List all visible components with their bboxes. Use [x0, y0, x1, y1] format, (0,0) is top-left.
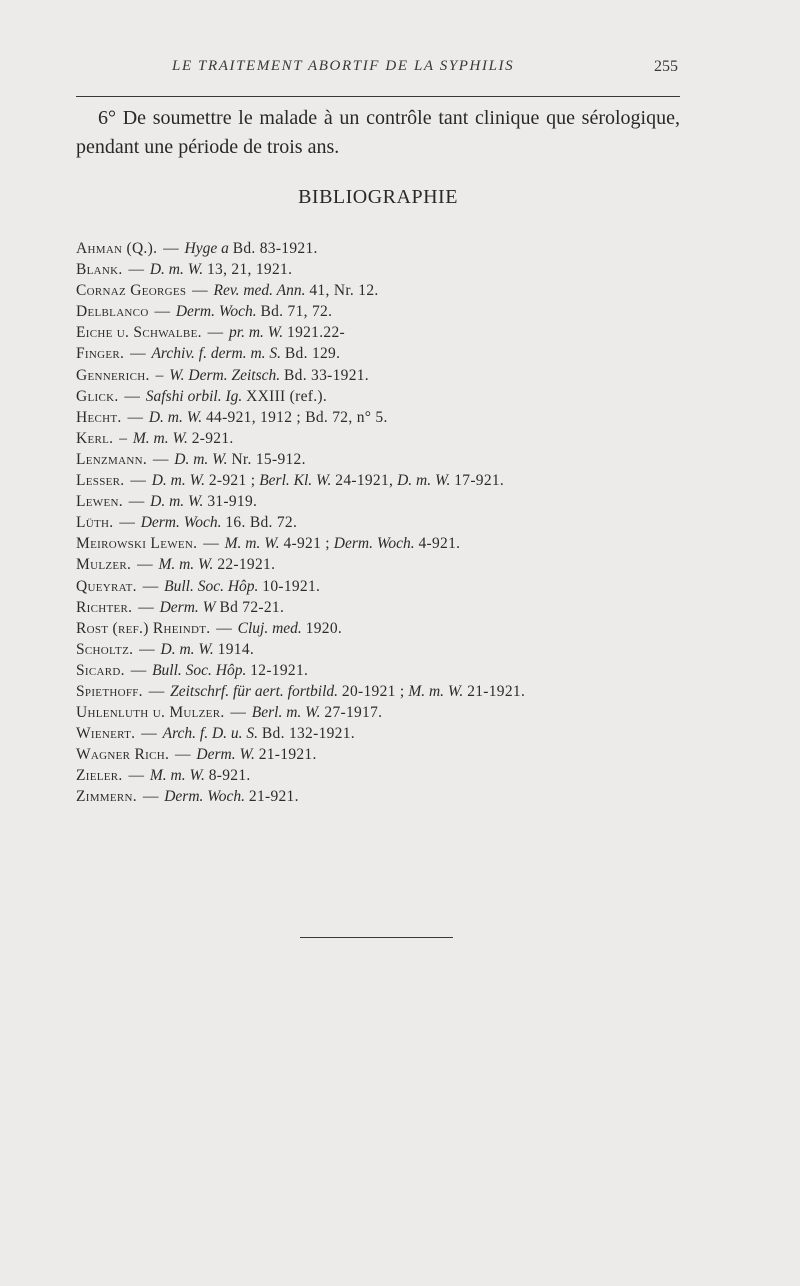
reference-details: 1914. — [217, 640, 255, 658]
reference-details: 4-921 ; — [283, 535, 330, 553]
reference-dash: — — [203, 535, 219, 553]
reference-author: Uhlenluth u. Mulzer. — [76, 704, 225, 722]
reference-author: Lesser. — [76, 472, 125, 490]
reference-dash: — — [163, 240, 179, 257]
reference-details: 21-1921. — [467, 682, 526, 700]
running-title: LE TRAITEMENT ABORTIF DE LA SYPHILIS — [172, 58, 515, 74]
bibliography-entry — [76, 744, 776, 765]
reference-author: Gennerich. — [76, 366, 150, 384]
reference-details: Bd. 83-1921. — [232, 240, 318, 257]
reference-details: 12-1921. — [250, 661, 309, 679]
reference-author: Zimmern. — [76, 788, 137, 806]
bibliography-entry — [76, 554, 776, 575]
reference-details: 20-1921 ; — [341, 682, 405, 700]
reference-journal: Derm. Woch. — [175, 303, 257, 321]
reference-author: Blank. — [76, 261, 123, 279]
reference-dash: – — [119, 429, 127, 447]
reference-journal: D. m. W. — [397, 472, 451, 490]
reference-author: Sicard. — [76, 661, 125, 679]
bibliography-entry — [76, 597, 776, 618]
reference-dash: — — [139, 640, 155, 658]
reference-dash: — — [130, 345, 146, 363]
bibliography-entry — [76, 301, 776, 322]
reference-details: Bd. 33-1921. — [284, 366, 369, 384]
reference-journal: Zeitschrf. für aert. fortbild. — [170, 682, 339, 700]
page-number: 255 — [654, 58, 678, 75]
bibliography-entry — [76, 723, 776, 744]
reference-journal: Safshi orbil. Ig. — [145, 387, 243, 405]
reference-details: 44-921, 1912 ; Bd. 72, n° 5. — [205, 408, 388, 426]
reference-author: Zieler. — [76, 767, 123, 785]
closing-rule — [300, 937, 453, 938]
reference-dash: — — [127, 408, 143, 426]
reference-details: 10-1921. — [262, 577, 321, 595]
reference-details: XXIII (ref.). — [246, 387, 328, 405]
reference-journal: M. m. W. — [408, 682, 464, 700]
reference-dash: — — [124, 387, 140, 405]
header-rule — [76, 96, 680, 97]
bibliography-entry — [76, 259, 776, 280]
reference-details: 21-921. — [248, 788, 299, 806]
reference-author: Wagner Rich. — [76, 746, 170, 764]
bibliography-entry — [76, 407, 776, 428]
reference-dash: — — [154, 303, 170, 321]
reference-author: Eiche u. Schwalbe. — [76, 324, 202, 342]
reference-details: 24-1921, — [335, 472, 394, 490]
reference-author: Finger. — [76, 345, 125, 363]
reference-dash: — — [142, 577, 159, 595]
reference-author: Queyrat. — [76, 577, 137, 595]
reference-journal: Derm. Woch. — [140, 514, 222, 532]
reference-details: Bd. 129. — [284, 345, 341, 363]
reference-dash: — — [138, 598, 154, 616]
reference-dash: — — [207, 324, 224, 342]
running-head — [172, 58, 680, 82]
reference-journal: M. m. W. — [224, 535, 280, 553]
reference-journal: M. m. W. — [158, 556, 214, 574]
reference-details: 1921.22- — [287, 324, 345, 342]
reference-author: Kerl. — [76, 429, 114, 447]
reference-journal: Derm. W. — [196, 746, 255, 764]
reference-journal: Rev. med. Ann. — [213, 282, 306, 300]
bibliography-entry — [76, 765, 776, 786]
reference-details: 22-1921. — [217, 556, 276, 574]
bibliography-entry — [76, 449, 776, 470]
reference-journal: Arch. f. D. u. S. — [162, 725, 259, 743]
body-paragraph: 6° De soumettre le malade à un contrôle tant clinique que sérologique, pendant une période de trois ans. — [76, 107, 680, 158]
reference-journal: D. m. W. — [150, 493, 204, 511]
bibliography-entry — [76, 280, 776, 301]
reference-journal: Derm. W — [159, 598, 216, 616]
reference-dash: — — [130, 472, 146, 490]
reference-journal: W. Derm. Zeitsch. — [169, 366, 281, 384]
reference-journal: Berl. Kl. W. — [259, 472, 332, 490]
bibliography-entry — [76, 491, 776, 512]
reference-dash: – — [155, 366, 164, 384]
bibliography-entry — [76, 365, 776, 386]
bibliography-entry — [76, 576, 776, 597]
reference-author: Delblanco — [76, 303, 149, 321]
reference-author: Glick. — [76, 387, 119, 405]
reference-author: Lewen. — [76, 493, 123, 511]
reference-details: 21-1921. — [258, 746, 317, 764]
bibliography-entry — [76, 533, 776, 554]
reference-details: 1920. — [305, 619, 343, 637]
reference-dash: — — [192, 282, 208, 300]
bibliography-entry — [76, 512, 776, 533]
reference-details: Bd. 132-1921. — [261, 725, 355, 743]
reference-details: 16. Bd. 72. — [225, 514, 298, 532]
reference-journal: D. m. W. — [148, 408, 203, 426]
reference-details: 13, 21, 1921. — [206, 261, 293, 279]
bibliography-list — [76, 238, 776, 808]
reference-author: Lüth. — [76, 514, 114, 532]
reference-dash: — — [128, 767, 144, 785]
reference-dash: — — [128, 493, 145, 511]
reference-dash: — — [152, 450, 169, 468]
reference-dash: — — [230, 704, 246, 722]
reference-author: Ahman (Q.). — [76, 240, 158, 257]
reference-dash: — — [137, 556, 153, 574]
reference-author: Spiethoff. — [76, 682, 143, 700]
reference-details: 2-921 ; — [208, 472, 256, 490]
reference-author: Mulzer. — [76, 556, 132, 574]
reference-journal: Berl. m. W. — [251, 704, 321, 722]
bibliography-entry — [76, 702, 776, 723]
bibliography-entry — [76, 681, 776, 702]
reference-dash: — — [142, 788, 159, 806]
reference-details: 4-921. — [418, 535, 461, 553]
reference-dash: — — [175, 746, 191, 764]
reference-journal: Bull. Soc. Hôp. — [164, 577, 259, 595]
reference-author: Richter. — [76, 598, 133, 616]
reference-journal: D. m. W. — [151, 472, 205, 490]
reference-author: Cornaz Georges — [76, 282, 187, 300]
reference-dash: — — [148, 682, 165, 700]
reference-dash: — — [119, 514, 135, 532]
reference-details: Bd. 71, 72. — [260, 303, 333, 321]
bibliography-entry — [76, 428, 776, 449]
reference-journal: Derm. Woch. — [164, 788, 246, 806]
reference-details: 17-921. — [454, 472, 505, 490]
reference-journal: D. m. W. — [149, 261, 204, 279]
reference-author: Wienert. — [76, 725, 136, 743]
reference-journal: Derm. Woch. — [333, 535, 415, 553]
bibliography-entry — [76, 639, 776, 660]
reference-author: Hecht. — [76, 408, 122, 426]
reference-details: Nr. 15-912. — [231, 450, 306, 468]
bibliography-entry — [76, 470, 776, 491]
reference-journal: Archiv. f. derm. m. S. — [151, 345, 282, 363]
reference-details: 27-1917. — [324, 704, 383, 722]
reference-journal: M. m. W. — [132, 429, 188, 447]
section-title: BIBLIOGRAPHIE — [298, 186, 458, 208]
reference-author: Lenzmann. — [76, 450, 148, 468]
reference-dash: — — [128, 261, 144, 279]
reference-author: Meirowski Lewen. — [76, 535, 198, 553]
bibliography-entry — [76, 238, 776, 259]
reference-journal: Hyge a — [184, 240, 229, 257]
reference-details: Bd 72-21. — [219, 598, 285, 616]
reference-dash: — — [216, 619, 232, 637]
reference-details: 2-921. — [191, 429, 234, 447]
reference-journal: D. m. W. — [174, 450, 228, 468]
reference-details: 8-921. — [208, 767, 251, 785]
bibliography-entry — [76, 660, 776, 681]
reference-journal: D. m. W. — [160, 640, 214, 658]
reference-author: Rost (ref.) Rheindt. — [76, 619, 211, 637]
bibliography-entry — [76, 786, 776, 807]
reference-details: 41, Nr. 12. — [309, 282, 379, 300]
bibliography-entry — [76, 343, 776, 364]
bibliography-entry — [76, 618, 776, 639]
reference-dash: — — [141, 725, 157, 743]
reference-journal: Cluj. med. — [237, 619, 302, 637]
reference-journal: M. m. W. — [149, 767, 205, 785]
bibliography-entry — [76, 386, 776, 407]
reference-journal: Bull. Soc. Hôp. — [152, 661, 247, 679]
reference-details: 31-919. — [207, 493, 258, 511]
reference-author: Scholtz. — [76, 640, 134, 658]
reference-dash: — — [130, 661, 147, 679]
reference-journal: pr. m. W. — [229, 324, 284, 342]
bibliography-entry — [76, 322, 776, 343]
